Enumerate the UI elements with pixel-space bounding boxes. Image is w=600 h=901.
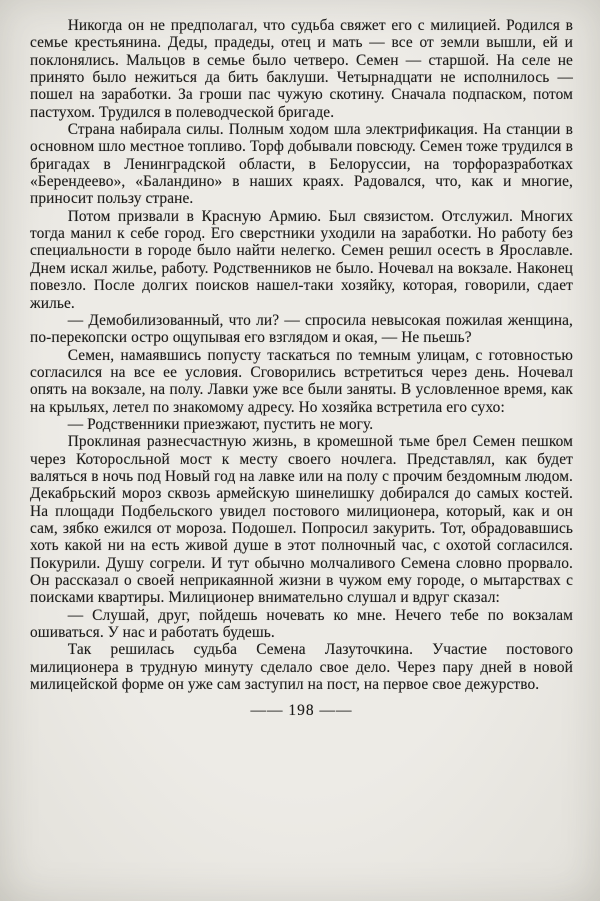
page-text	[30, 17, 573, 693]
page-number: —— 198 ——	[250, 702, 353, 720]
paragraph: Проклиная разнесчастную жизнь, в кромешной тьме брел Семен пешком через Которосльной мост к месту своего ночлега. Представлял, как будет валяться в ночь под Новый год на лавке или на полу с прочим бездомным людом. Декабрьский мороз сквозь армейскую шинелишку добирался до самых костей. На площади Подбельского увидел постового милиционера, который, как и он сам, зябко ежился от мороза. Подошел. Попросил закурить. Тот, обрадовавшись хоть какой ни на есть живой душе в этот полночный час, с охотой согласился. Покурили. Душу согрели. И тут обычно молчаливого Семена словно прорвало. Он рассказал о своей неприкаянной жизни в чужом ему городе, о мытарствах с поисками квартиры. Милиционер внимательно слушал и вдруг сказал:	[30, 433, 573, 607]
paragraph: Страна набирала силы. Полным ходом шла электрификация. На станции в основном шло местное топливо. Торф добывали повсюду. Семен тоже трудился в бригадах в Ленинградской области, в Белоруссии, на торфоразработках «Берендеево», «Баландино» в наших краях. Радовался, что, как и многие, приносит пользу стране.	[30, 121, 573, 208]
paragraph-dialogue: — Родственники приезжают, пустить не могу.	[67, 415, 374, 433]
paragraph: Так решилась судьба Семена Лазуточкина. Участие постового милиционера в трудную минуту сделало свое дело. Через пару дней в новой милицейской форме он уже сам заступил на пост, на первое свое дежурство.	[30, 641, 573, 694]
paragraph: Никогда он не предполагал, что судьба свяжет его с милицией. Родился в семье крестьянина. Деды, прадеды, отец и мать — все от земли вышли, ей и поклонялись. Мальцов в семье было четверо. Семен — старшой. На селе не принято было нежиться да бить баклуши. Четырнадцати не исполнилось — пошел на заработки. За гроши пас чужую скотину. Сначала подпаском, потом пастухом. Трудился в полеводческой бригаде.	[30, 17, 573, 121]
paragraph: Потом призвали в Красную Армию. Был связистом. Отслужил. Многих тогда манил к себе город. Его сверстники уходили на заработки. Но работу без специальности в городе было найти нелегко. Семен решил осесть в Ярославле. Днем искал жилье, работу. Родственников не было. Ночевал на вокзале. Наконец повезло. После долгих поисков нашел-таки хозяйку, которая, говорили, сдает жилье.	[30, 207, 573, 312]
paragraph-dialogue: — Демобилизованный, что ли? — спросила невысокая пожилая женщина, по-перекопски остро ощупывая его взглядом и окая, — Не пьешь?	[30, 311, 573, 347]
paragraph-dialogue: — Слушай, друг, пойдешь ночевать ко мне. Нечего тебе по вокзалам ошиваться. У нас и работать будешь.	[30, 606, 573, 642]
paragraph: Семен, намаявшись попусту таскаться по темным улицам, с готовностью согласился на все ее условия. Сговорились встретиться через день. Ночевал опять на вокзале, на полу. Лавки уже все были заняты. В условленное время, как на крыльях, летел по знакомому адресу. Но хозяйка встретила его сухо:	[30, 346, 573, 416]
